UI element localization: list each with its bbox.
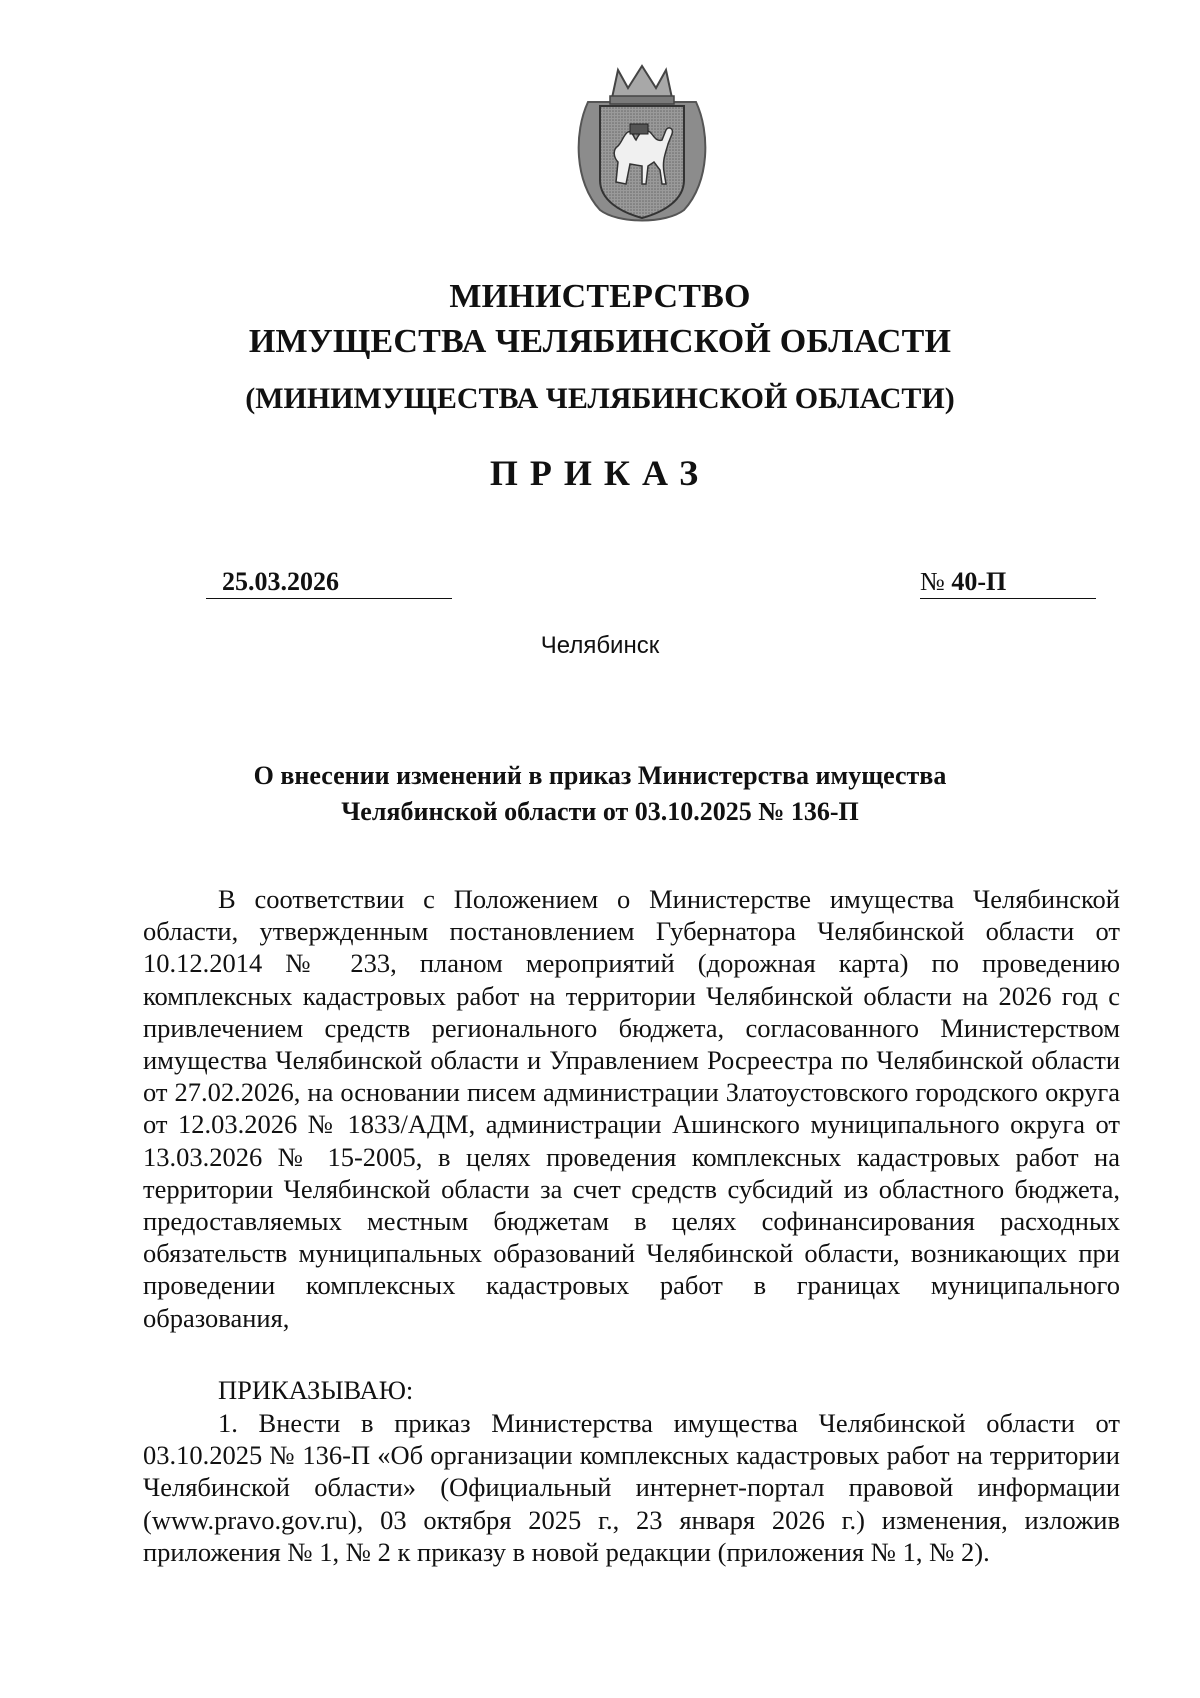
document-type: ПРИКАЗ <box>489 453 711 493</box>
order-number <box>920 566 1096 599</box>
preamble-paragraph <box>143 883 1120 1334</box>
ministry-short-name: (МИНИМУЩЕСТВА ЧЕЛЯБИНСКОЙ ОБЛАСТИ) <box>245 382 955 415</box>
order-word-paragraph <box>143 1374 1120 1406</box>
item-1-paragraph <box>143 1407 1120 1568</box>
document-title-line2: Челябинской области от 03.10.2025 № 136-П <box>341 797 859 826</box>
preamble-text: В соответствии с Положением о Министерстве имущества Челябинской области, утвержденным постановлением Губернатора Челябинской области от 10.12.2014 № 233, планом мероприятий (дорожная карта) по проведению комплексных кадастровых работ на территории Челябинской области на 2026 год с привлечением средств регионального бюджета, согласованного Министерством имущества Челябинской области и Управлением Росреестра по Челябинской области от 27.02.2026, на основании писем администрации Златоустовского городского округа от 12.03.2026 № 1833/АДМ, администрации Ашинского муниципального округа от 13.03.2026 № 15-2005, в целях проведения комплексных кадастровых работ на территории Челябинской области за счет средств субсидий из областного бюджета, предоставляемых местным бюджетам в целях софинансирования расходных обязательств муниципальных образований Челябинской области, возникающих при проведении комплексных кадастровых работ в границах муниципального образования, <box>143 884 1120 1333</box>
order-number-label: № <box>920 567 945 596</box>
item-1-text: 1. Внести в приказ Министерства имущества Челябинской области от 03.10.2025 № 136-П «Об организации комплексных кадастровых работ на территории Челябинской области» (Официальный интернет-портал правовой информации (www.pravo.gov.ru), 03 октября 2025 г., 23 января 2026 г.) изменения, изложив приложения № 1, № 2 к приказу в новой редакции (приложения № 1, № 2). <box>143 1408 1120 1567</box>
city: Челябинск <box>540 632 660 659</box>
coat-of-arms-icon <box>570 62 714 228</box>
order-word: ПРИКАЗЫВАЮ: <box>218 1375 414 1405</box>
document-title-line1: О внесении изменений в приказ Министерства имущества <box>253 761 947 790</box>
ministry-name-line1: МИНИСТЕРСТВО <box>449 278 751 315</box>
order-date: 25.03.2026 <box>206 566 452 599</box>
order-number-value: 40-П <box>951 567 1007 596</box>
ministry-name-line2: ИМУЩЕСТВА ЧЕЛЯБИНСКОЙ ОБЛАСТИ <box>248 323 952 360</box>
